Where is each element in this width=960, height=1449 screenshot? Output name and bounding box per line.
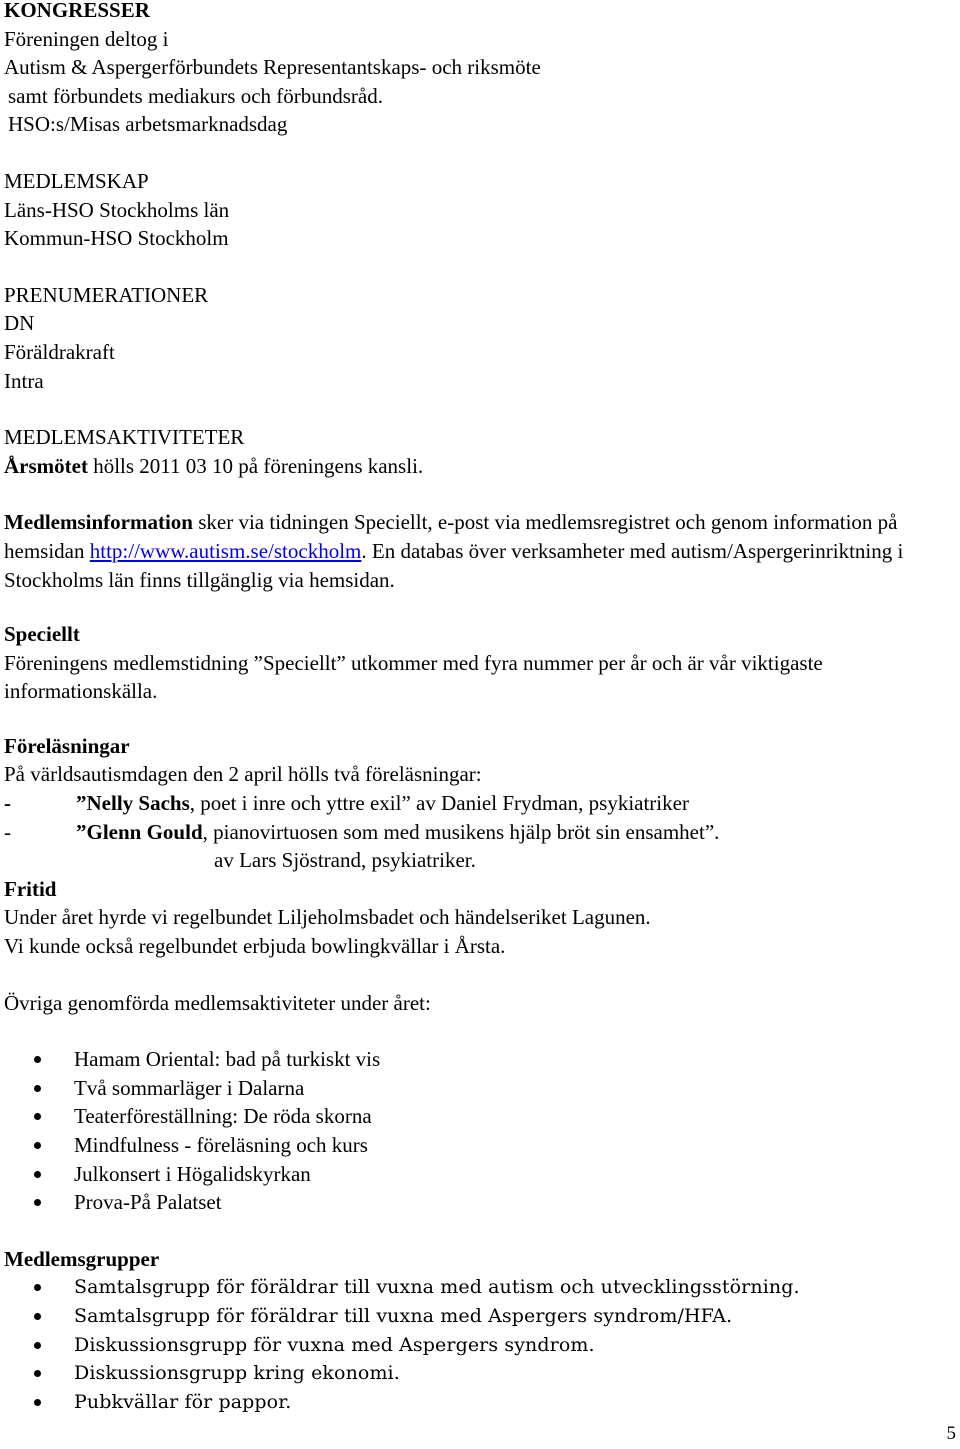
kongresser-line: HSO:s/Misas arbetsmarknadsdag [8,112,288,137]
kongresser-line: Föreningen deltog i [4,26,169,51]
lecture-desc: , pianovirtuosen som med musikens hjälp bröt sin ensamhet”. [202,819,720,844]
section-medlemsaktiviteter [4,423,944,480]
lecture-dash: - [4,819,11,844]
lecture-title: ”Glenn Gould [76,819,203,844]
section-medlemsinformation [4,508,944,594]
list-item: Samtalsgrupp för föräldrar till vuxna med autism och utvecklingsstörning. [4,1273,944,1302]
medlemskap-line: Kommun-HSO Stockholm [4,226,229,251]
medlemskap-line: Läns-HSO Stockholms län [4,197,230,222]
fritid-line: Under året hyrde vi regelbundet Liljeholmsbadet och händelseriket Lagunen. [4,905,651,930]
medlemsinfo-text-cont: . En databas över verksamheter med autism/Aspergerinriktning i Stockholms län finns tillgänglig via hemsidan. [4,538,904,592]
medlemsinfo-paragraph [4,508,944,594]
section-forelasningar [4,732,944,875]
lecture-desc: , poet i inre och yttre exil” av Daniel Frydman, psykiatriker [189,791,689,816]
prenumeration-line: Föräldrakraft [4,339,115,364]
list-item: Pubkvällar för pappor. [4,1388,944,1417]
section-kongresser [4,0,944,139]
kongresser-line: Autism & Aspergerförbundets Representantskaps- och riksmöte [4,55,541,80]
ovriga-list [4,1045,944,1217]
heading-speciellt: Speciellt [4,622,80,647]
section-fritid [4,875,944,961]
section-speciellt [4,620,944,706]
arsmote-line [4,452,944,481]
speciellt-paragraph: Föreningens medlemstidning ”Speciellt” utkommer med fyra nummer per år och är vår viktigaste informationskälla. [4,650,823,704]
list-item: Diskussionsgrupp för vuxna med Aspergers syndrom. [4,1331,944,1360]
prenumeration-line: Intra [4,368,44,393]
fritid-line: Vi kunde också regelbundet erbjuda bowlingkvällar i Årsta. [4,934,506,959]
heading-medlemsaktiviteter: MEDLEMSAKTIVITETER [4,425,245,450]
prenumeration-line: DN [4,311,35,336]
lecture-item [4,789,944,818]
heading-medlemsgrupper: Medlemsgrupper [4,1246,160,1271]
arsmote-label: Årsmötet [4,453,88,478]
lecture-author: av Lars Sjöstrand, psykiatriker. [214,848,476,873]
heading-kongresser: KONGRESSER [4,0,150,22]
kongresser-line: samt förbundets mediakurs och förbundsråd. [8,83,383,108]
medlemsinfo-label: Medlemsinformation [4,510,193,535]
section-medlemskap [4,167,944,253]
page-number: 5 [946,1423,956,1444]
list-item: Samtalsgrupp för föräldrar till vuxna med Aspergers syndrom/HFA. [4,1302,944,1331]
lecture-dash: - [4,791,11,816]
lecture-title: ”Nelly Sachs [76,791,190,816]
ovriga-intro: Övriga genomförda medlemsaktiviteter under året: [4,990,431,1015]
heading-prenumerationer: PRENUMERATIONER [4,282,209,307]
lecture-item [4,818,944,847]
forelasningar-intro: På världsautismdagen den 2 april hölls två föreläsningar: [4,762,482,787]
list-item: Teaterföreställning: De röda skorna [4,1102,944,1131]
section-prenumerationer [4,281,944,395]
list-item: Mindfulness - föreläsning och kurs [4,1131,944,1160]
heading-forelasningar: Föreläsningar [4,733,130,758]
heading-medlemskap: MEDLEMSKAP [4,168,149,193]
document-page [4,0,944,1416]
website-link[interactable]: http://www.autism.se/stockholm [89,538,362,563]
list-item: Två sommarläger i Dalarna [4,1074,944,1103]
arsmote-text: hölls 2011 03 10 på föreningens kansli. [87,453,424,478]
list-item: Prova-På Palatset [4,1188,944,1217]
section-medlemsgrupper [4,1245,944,1417]
list-item: Diskussionsgrupp kring ekonomi. [4,1359,944,1388]
section-ovriga [4,989,944,1217]
heading-fritid: Fritid [4,876,57,901]
medlemsinfo-text: sker via tidningen Speciellt, e-post via medlemsregistret och genom information på hemsidan [4,510,898,563]
medlemsgrupper-list [4,1273,944,1416]
list-item: Julkonsert i Högalidskyrkan [4,1160,944,1189]
list-item: Hamam Oriental: bad på turkiskt vis [4,1045,944,1074]
